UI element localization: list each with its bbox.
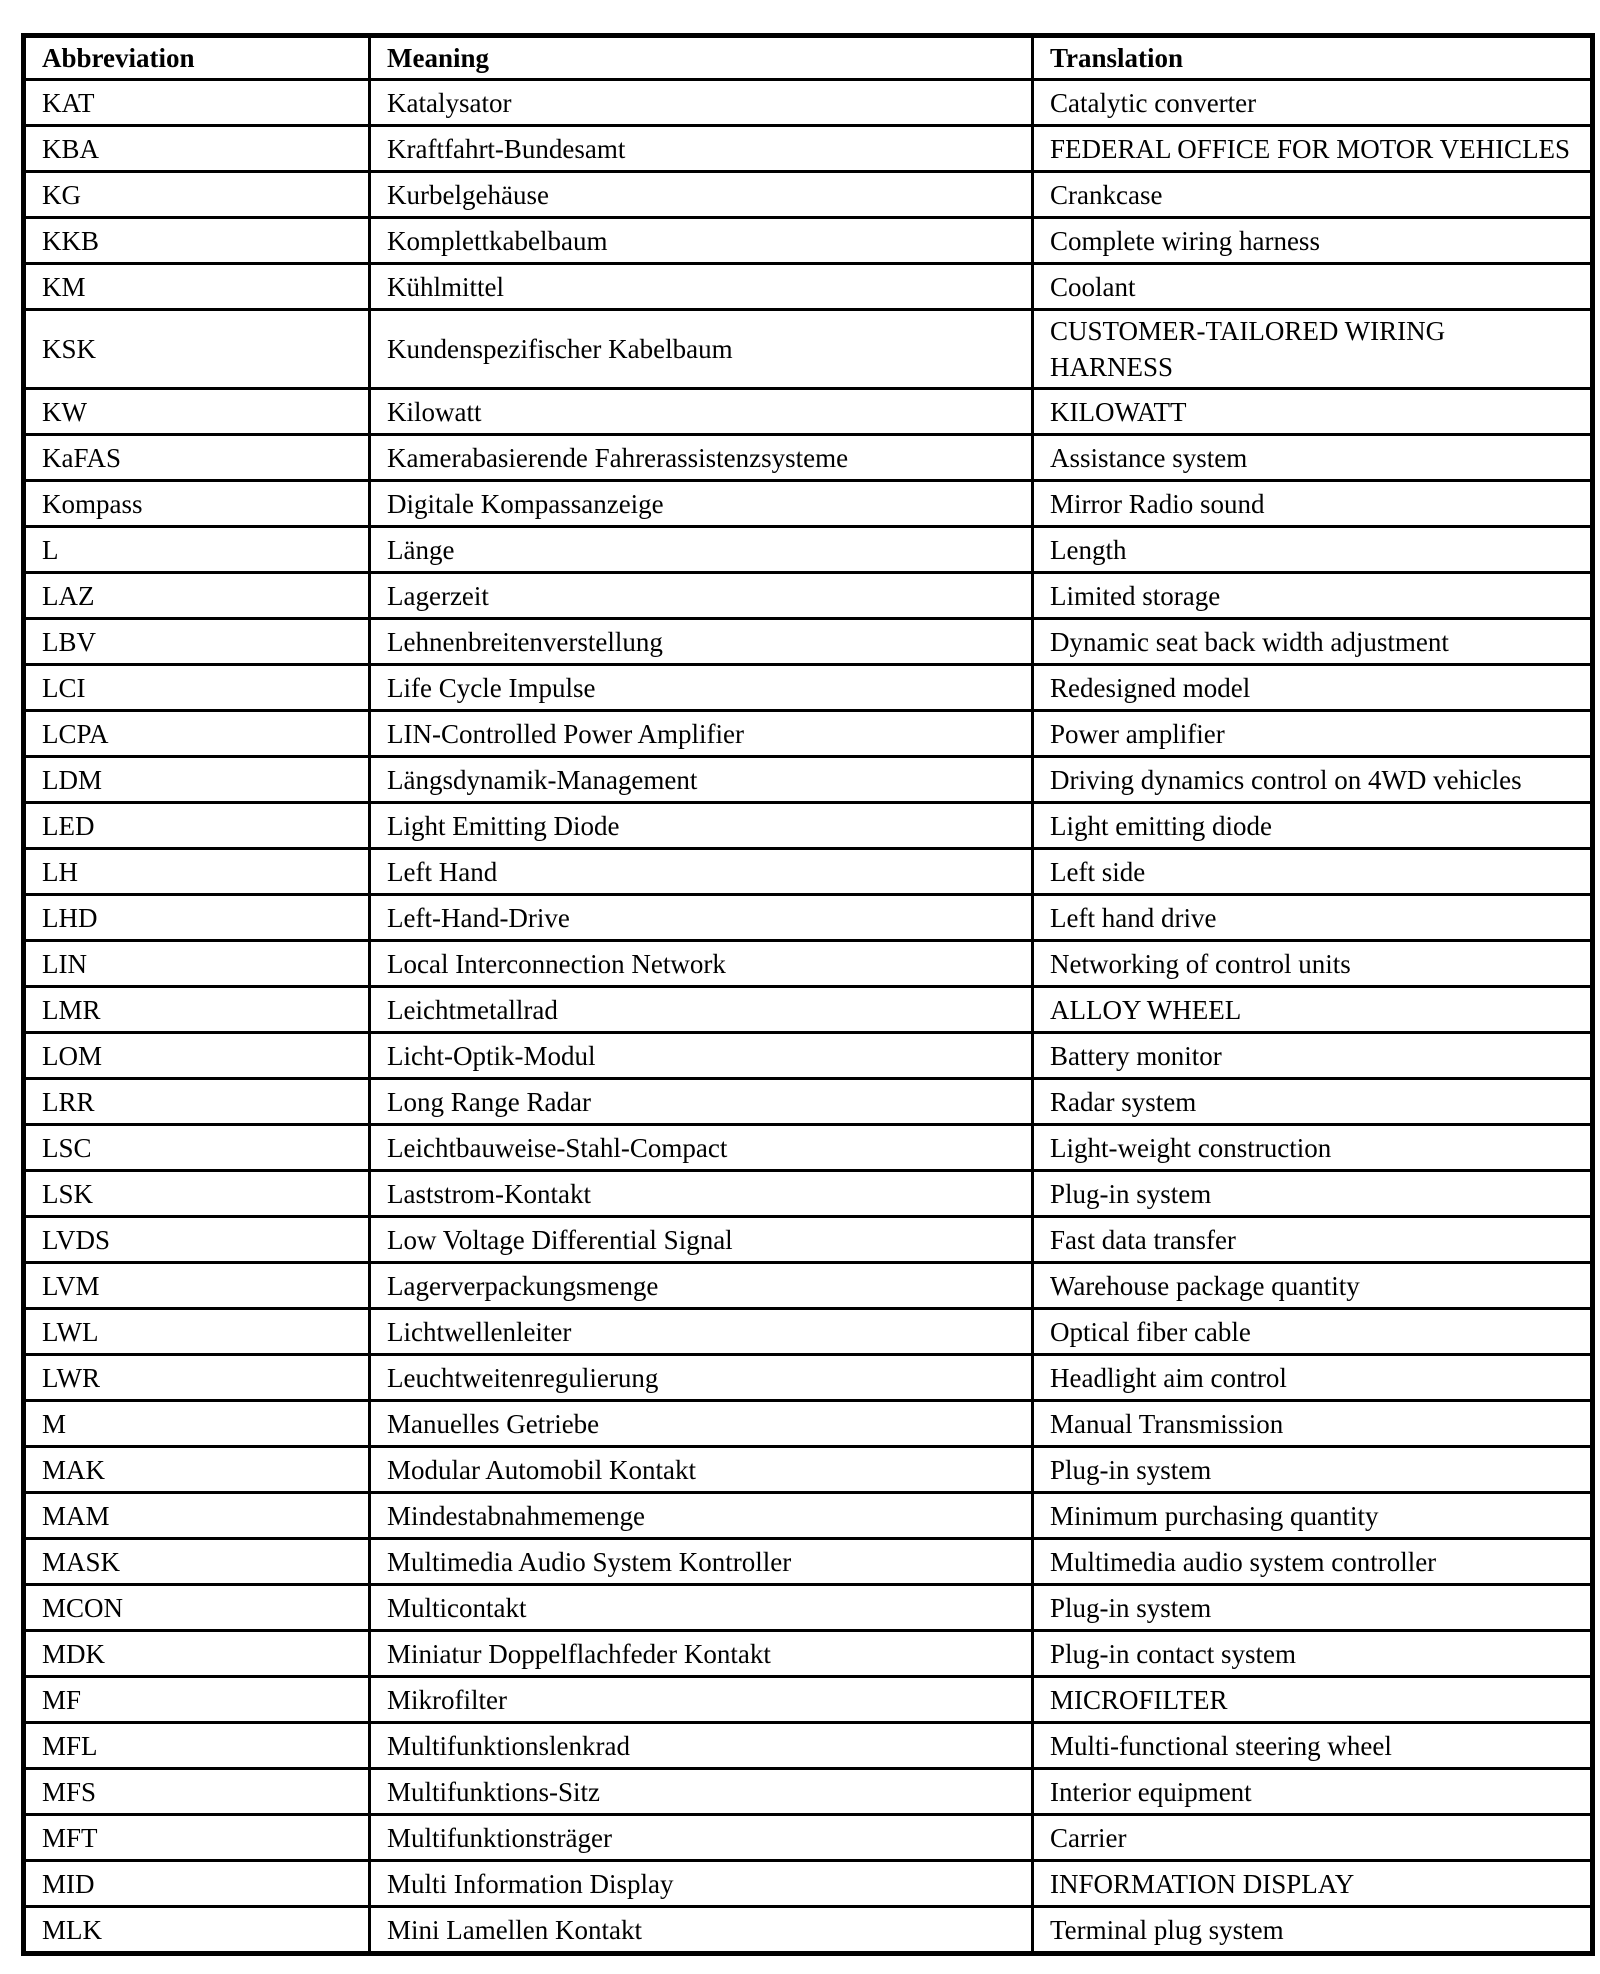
table-row (24, 1815, 1593, 1861)
abbreviation-cell: LIN (24, 941, 370, 987)
translation-cell: Carrier (1033, 1815, 1593, 1861)
table-row (24, 1079, 1593, 1125)
abbreviation-cell: LOM (24, 1033, 370, 1079)
abbreviation-cell: LH (24, 849, 370, 895)
meaning-cell: Längsdynamik-Management (370, 757, 1033, 803)
table-row (24, 172, 1593, 218)
table-row (24, 1861, 1593, 1907)
meaning-cell: Life Cycle Impulse (370, 665, 1033, 711)
translation-cell: Plug-in contact system (1033, 1631, 1593, 1677)
abbreviation-cell: KM (24, 264, 370, 310)
translation-cell: Interior equipment (1033, 1769, 1593, 1815)
translation-cell: Headlight aim control (1033, 1355, 1593, 1401)
translation-cell: Left hand drive (1033, 895, 1593, 941)
table-row (24, 1631, 1593, 1677)
translation-cell: Left side (1033, 849, 1593, 895)
translation-cell: Catalytic converter (1033, 80, 1593, 126)
abbreviation-cell: LHD (24, 895, 370, 941)
table-row (24, 849, 1593, 895)
abbreviation-cell: KAT (24, 80, 370, 126)
translation-cell: Coolant (1033, 264, 1593, 310)
translation-cell: Length (1033, 527, 1593, 573)
abbreviation-cell: LCI (24, 665, 370, 711)
meaning-cell: Laststrom-Kontakt (370, 1171, 1033, 1217)
abbreviation-cell: LVM (24, 1263, 370, 1309)
meaning-cell: Lichtwellenleiter (370, 1309, 1033, 1355)
meaning-cell: Modular Automobil Kontakt (370, 1447, 1033, 1493)
table-row (24, 1677, 1593, 1723)
table-row (24, 619, 1593, 665)
abbreviation-cell: Kompass (24, 481, 370, 527)
table-row (24, 1309, 1593, 1355)
translation-cell: ALLOY WHEEL (1033, 987, 1593, 1033)
abbreviation-cell: LWR (24, 1355, 370, 1401)
abbreviation-cell: MAK (24, 1447, 370, 1493)
translation-cell: Warehouse package quantity (1033, 1263, 1593, 1309)
translation-cell: Multimedia audio system controller (1033, 1539, 1593, 1585)
table-row (24, 1907, 1593, 1954)
translation-cell: Minimum purchasing quantity (1033, 1493, 1593, 1539)
abbreviation-cell: MFL (24, 1723, 370, 1769)
translation-cell: Light emitting diode (1033, 803, 1593, 849)
meaning-cell: Mindestabnahmemenge (370, 1493, 1033, 1539)
translation-cell: Multi-functional steering wheel (1033, 1723, 1593, 1769)
abbreviation-cell: L (24, 527, 370, 573)
abbreviation-cell: KaFAS (24, 435, 370, 481)
translation-cell: Manual Transmission (1033, 1401, 1593, 1447)
abbreviation-cell: MLK (24, 1907, 370, 1954)
meaning-cell: Multifunktions-Sitz (370, 1769, 1033, 1815)
abbreviation-cell: MFT (24, 1815, 370, 1861)
abbreviation-cell: LAZ (24, 573, 370, 619)
table-row (24, 1263, 1593, 1309)
translation-cell: MICROFILTER (1033, 1677, 1593, 1723)
meaning-cell: Katalysator (370, 80, 1033, 126)
meaning-cell: Multimedia Audio System Kontroller (370, 1539, 1033, 1585)
translation-cell: Plug-in system (1033, 1447, 1593, 1493)
abbreviation-cell: M (24, 1401, 370, 1447)
table-row (24, 1355, 1593, 1401)
meaning-cell: Kamerabasierende Fahrerassistenzsysteme (370, 435, 1033, 481)
meaning-cell: Miniatur Doppelflachfeder Kontakt (370, 1631, 1033, 1677)
translation-cell: Complete wiring harness (1033, 218, 1593, 264)
meaning-cell: Länge (370, 527, 1033, 573)
table-row (24, 80, 1593, 126)
abbreviation-cell: MID (24, 1861, 370, 1907)
translation-cell: FEDERAL OFFICE FOR MOTOR VEHICLES (1033, 126, 1593, 172)
table-row (24, 757, 1593, 803)
abbreviation-cell: LDM (24, 757, 370, 803)
meaning-cell: LIN-Controlled Power Amplifier (370, 711, 1033, 757)
meaning-cell: Mikrofilter (370, 1677, 1033, 1723)
table-row (24, 1493, 1593, 1539)
table-row (24, 126, 1593, 172)
table-row (24, 987, 1593, 1033)
table-row (24, 1033, 1593, 1079)
table-row (24, 1539, 1593, 1585)
translation-cell: INFORMATION DISPLAY (1033, 1861, 1593, 1907)
meaning-cell: Kilowatt (370, 389, 1033, 435)
meaning-cell: Lehnenbreitenverstellung (370, 619, 1033, 665)
table-row (24, 1217, 1593, 1263)
meaning-cell: Kühlmittel (370, 264, 1033, 310)
meaning-cell: Multifunktionsträger (370, 1815, 1033, 1861)
meaning-cell: Kurbelgehäuse (370, 172, 1033, 218)
table-row (24, 389, 1593, 435)
table-row (24, 1585, 1593, 1631)
abbreviation-cell: MASK (24, 1539, 370, 1585)
table-row (24, 711, 1593, 757)
translation-cell: Light-weight construction (1033, 1125, 1593, 1171)
table-row (24, 527, 1593, 573)
abbreviation-cell: LED (24, 803, 370, 849)
abbreviation-cell: LMR (24, 987, 370, 1033)
column-header-meaning: Meaning (370, 36, 1033, 80)
header-row (24, 36, 1593, 80)
table-row (24, 310, 1593, 389)
meaning-cell: Kundenspezifischer Kabelbaum (370, 310, 1033, 389)
meaning-cell: Leichtmetallrad (370, 987, 1033, 1033)
meaning-cell: Local Interconnection Network (370, 941, 1033, 987)
translation-cell: Redesigned model (1033, 665, 1593, 711)
abbreviation-cell: MFS (24, 1769, 370, 1815)
table-row (24, 435, 1593, 481)
abbreviation-cell: LSK (24, 1171, 370, 1217)
meaning-cell: Lagerzeit (370, 573, 1033, 619)
abbreviation-cell: KBA (24, 126, 370, 172)
meaning-cell: Komplettkabelbaum (370, 218, 1033, 264)
meaning-cell: Kraftfahrt-Bundesamt (370, 126, 1033, 172)
abbreviation-cell: LBV (24, 619, 370, 665)
meaning-cell: Manuelles Getriebe (370, 1401, 1033, 1447)
translation-cell: KILOWATT (1033, 389, 1593, 435)
translation-cell: Fast data transfer (1033, 1217, 1593, 1263)
meaning-cell: Light Emitting Diode (370, 803, 1033, 849)
translation-cell: Terminal plug system (1033, 1907, 1593, 1954)
translation-cell: Limited storage (1033, 573, 1593, 619)
table-row (24, 218, 1593, 264)
table-row (24, 941, 1593, 987)
translation-cell: Plug-in system (1033, 1171, 1593, 1217)
abbreviation-cell: KKB (24, 218, 370, 264)
meaning-cell: Licht-Optik-Modul (370, 1033, 1033, 1079)
abbreviation-cell: KW (24, 389, 370, 435)
translation-cell: Power amplifier (1033, 711, 1593, 757)
table-row (24, 481, 1593, 527)
abbreviation-cell: MF (24, 1677, 370, 1723)
abbreviation-cell: LWL (24, 1309, 370, 1355)
table-row (24, 264, 1593, 310)
table-row (24, 1125, 1593, 1171)
table-row (24, 1401, 1593, 1447)
meaning-cell: Left Hand (370, 849, 1033, 895)
translation-cell: Plug-in system (1033, 1585, 1593, 1631)
abbreviation-cell: LCPA (24, 711, 370, 757)
table-row (24, 803, 1593, 849)
abbreviation-cell: MCON (24, 1585, 370, 1631)
translation-cell: Battery monitor (1033, 1033, 1593, 1079)
translation-cell: Networking of control units (1033, 941, 1593, 987)
abbreviation-cell: KSK (24, 310, 370, 389)
table-row (24, 1769, 1593, 1815)
abbreviation-cell: KG (24, 172, 370, 218)
abbreviation-glossary-table (21, 33, 1595, 1956)
translation-cell: Optical fiber cable (1033, 1309, 1593, 1355)
translation-cell: Dynamic seat back width adjustment (1033, 619, 1593, 665)
column-header-abbreviation: Abbreviation (24, 36, 370, 80)
abbreviation-cell: MAM (24, 1493, 370, 1539)
table-body (24, 80, 1593, 1954)
meaning-cell: Multifunktionslenkrad (370, 1723, 1033, 1769)
table-row (24, 1723, 1593, 1769)
meaning-cell: Low Voltage Differential Signal (370, 1217, 1033, 1263)
abbreviation-cell: LRR (24, 1079, 370, 1125)
column-header-translation: Translation (1033, 36, 1593, 80)
table-row (24, 665, 1593, 711)
abbreviation-cell: LVDS (24, 1217, 370, 1263)
meaning-cell: Lagerverpackungsmenge (370, 1263, 1033, 1309)
translation-cell: Radar system (1033, 1079, 1593, 1125)
meaning-cell: Left-Hand-Drive (370, 895, 1033, 941)
meaning-cell: Long Range Radar (370, 1079, 1033, 1125)
table-row (24, 895, 1593, 941)
table-row (24, 573, 1593, 619)
translation-cell: Crankcase (1033, 172, 1593, 218)
meaning-cell: Multicontakt (370, 1585, 1033, 1631)
translation-cell: CUSTOMER-TAILORED WIRING HARNESS (1033, 310, 1593, 389)
translation-cell: Assistance system (1033, 435, 1593, 481)
meaning-cell: Leuchtweitenregulierung (370, 1355, 1033, 1401)
abbreviation-cell: MDK (24, 1631, 370, 1677)
table-row (24, 1171, 1593, 1217)
meaning-cell: Digitale Kompassanzeige (370, 481, 1033, 527)
meaning-cell: Mini Lamellen Kontakt (370, 1907, 1033, 1954)
abbreviation-cell: LSC (24, 1125, 370, 1171)
meaning-cell: Leichtbauweise-Stahl-Compact (370, 1125, 1033, 1171)
translation-cell: Mirror Radio sound (1033, 481, 1593, 527)
translation-cell: Driving dynamics control on 4WD vehicles (1033, 757, 1593, 803)
meaning-cell: Multi Information Display (370, 1861, 1033, 1907)
table-row (24, 1447, 1593, 1493)
